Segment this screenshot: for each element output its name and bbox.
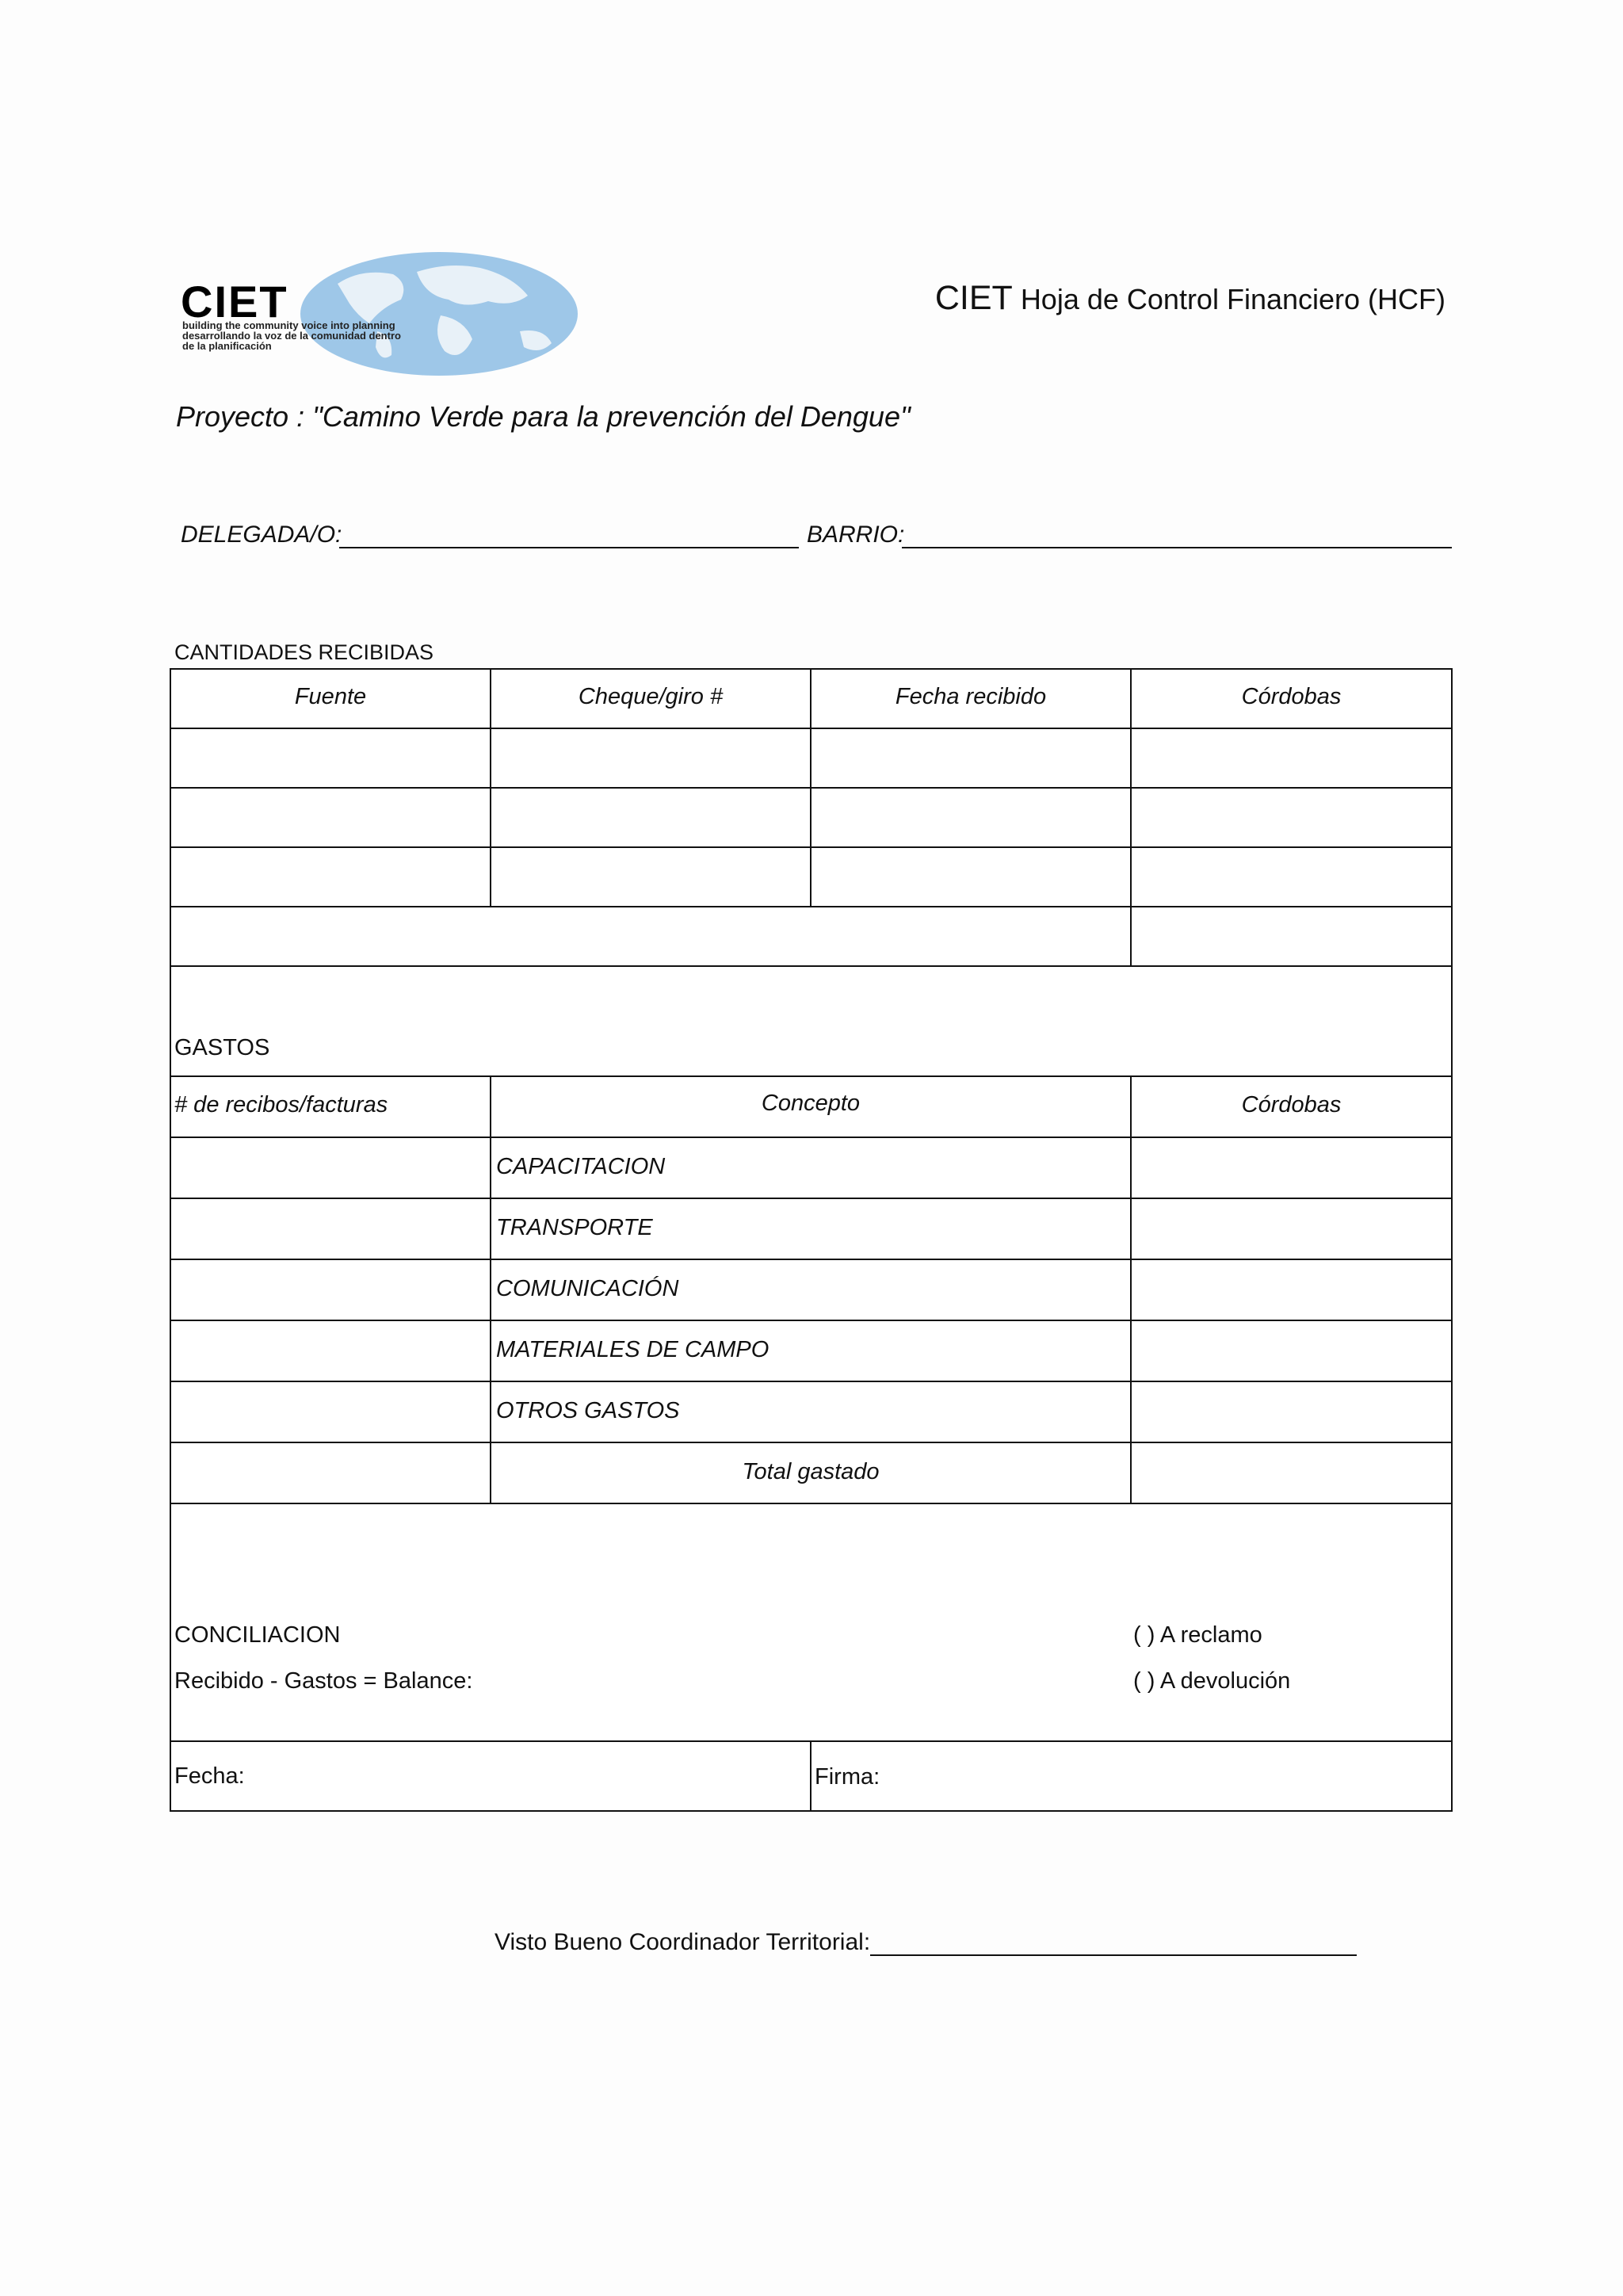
expense-receipt-cell[interactable] [170, 1198, 491, 1260]
received-cell[interactable] [170, 846, 491, 907]
expense-receipt-cell[interactable] [170, 1381, 491, 1443]
delegada-field-line[interactable] [339, 547, 799, 548]
expense-concept-label: MATERIALES DE CAMPO [496, 1337, 769, 1362]
expense-concept-label: CAPACITACION [496, 1154, 666, 1179]
expense-amount-cell[interactable] [1130, 1259, 1453, 1321]
signature-field[interactable] [810, 1740, 1453, 1812]
received-cell[interactable] [810, 787, 1132, 848]
expense-receipt-cell[interactable] [170, 1320, 491, 1382]
expenses-col-cordobas: Córdobas [1241, 1092, 1342, 1117]
expense-amount-cell[interactable] [1130, 1137, 1453, 1199]
received-cell[interactable] [490, 728, 812, 789]
received-cell[interactable] [1130, 846, 1453, 907]
received-cell[interactable] [1130, 728, 1453, 789]
received-total-label-cell [170, 906, 1132, 967]
logo-tagline-2: desarrollando la voz de la comunidad dentro [182, 330, 401, 342]
received-cell[interactable] [170, 787, 491, 848]
expense-receipt-cell[interactable] [170, 1137, 491, 1199]
title-rest: Hoja de Control Financiero (HCF) [1020, 283, 1445, 315]
received-cell[interactable] [810, 846, 1132, 907]
received-col-fuente: Fuente [294, 684, 367, 709]
reconciliation-formula: Recibido - Gastos = Balance: [174, 1668, 473, 1694]
expense-total-cell[interactable] [1130, 1442, 1453, 1504]
barrio-label: BARRIO: [807, 521, 905, 548]
expense-total-label: Total gastado [742, 1459, 880, 1484]
title-prefix: CIET [934, 279, 1013, 317]
received-col-fecha: Fecha recibido [895, 684, 1047, 709]
expense-receipt-cell[interactable] [170, 1259, 491, 1321]
received-cell[interactable] [170, 728, 491, 789]
received-col-cordobas: Córdobas [1241, 684, 1342, 709]
approval-signature-line[interactable] [870, 1954, 1357, 1956]
signature-label: Firma: [815, 1764, 880, 1790]
expense-amount-cell[interactable] [1130, 1198, 1453, 1260]
project-name: Proyecto : "Camino Verde para la prevención del Dengue" [176, 400, 911, 433]
expense-concept-label: COMUNICACIÓN [496, 1276, 679, 1301]
expense-concept-label: TRANSPORTE [496, 1215, 653, 1240]
logo-tagline-3: de la planificación [182, 340, 272, 352]
option-a-reclamo[interactable]: ( ) A reclamo [1133, 1622, 1262, 1648]
logo-wordmark: CIET [181, 277, 288, 327]
received-cell[interactable] [490, 787, 812, 848]
delegada-label: DELEGADA/O: [181, 521, 342, 548]
expenses-section-label: GASTOS [174, 1035, 270, 1060]
expenses-col-concepto: Concepto [761, 1091, 861, 1116]
expense-amount-cell[interactable] [1130, 1320, 1453, 1382]
received-section-label: CANTIDADES RECIBIDAS [174, 640, 434, 664]
logo-tagline-1: building the community voice into planning [182, 319, 395, 331]
reconciliation-label: CONCILIACION [174, 1622, 341, 1648]
received-cell[interactable] [810, 728, 1132, 789]
received-cell[interactable] [1130, 787, 1453, 848]
expense-concept-label: OTROS GASTOS [496, 1398, 680, 1423]
option-a-devolucion[interactable]: ( ) A devolución [1133, 1668, 1291, 1694]
expense-amount-cell[interactable] [1130, 1381, 1453, 1443]
expenses-section-box [170, 965, 1453, 1077]
approval-label: Visto Bueno Coordinador Territorial: [495, 1929, 871, 1955]
received-col-cheque: Cheque/giro # [578, 684, 724, 709]
date-field[interactable] [170, 1740, 812, 1812]
received-total-cell[interactable] [1130, 906, 1453, 967]
date-label: Fecha: [174, 1763, 245, 1789]
received-cell[interactable] [490, 846, 812, 907]
barrio-field-line[interactable] [902, 547, 1452, 548]
document-title [935, 279, 1445, 318]
expense-receipt-cell[interactable] [170, 1442, 491, 1504]
expenses-col-recibos: # de recibos/facturas [174, 1092, 388, 1117]
